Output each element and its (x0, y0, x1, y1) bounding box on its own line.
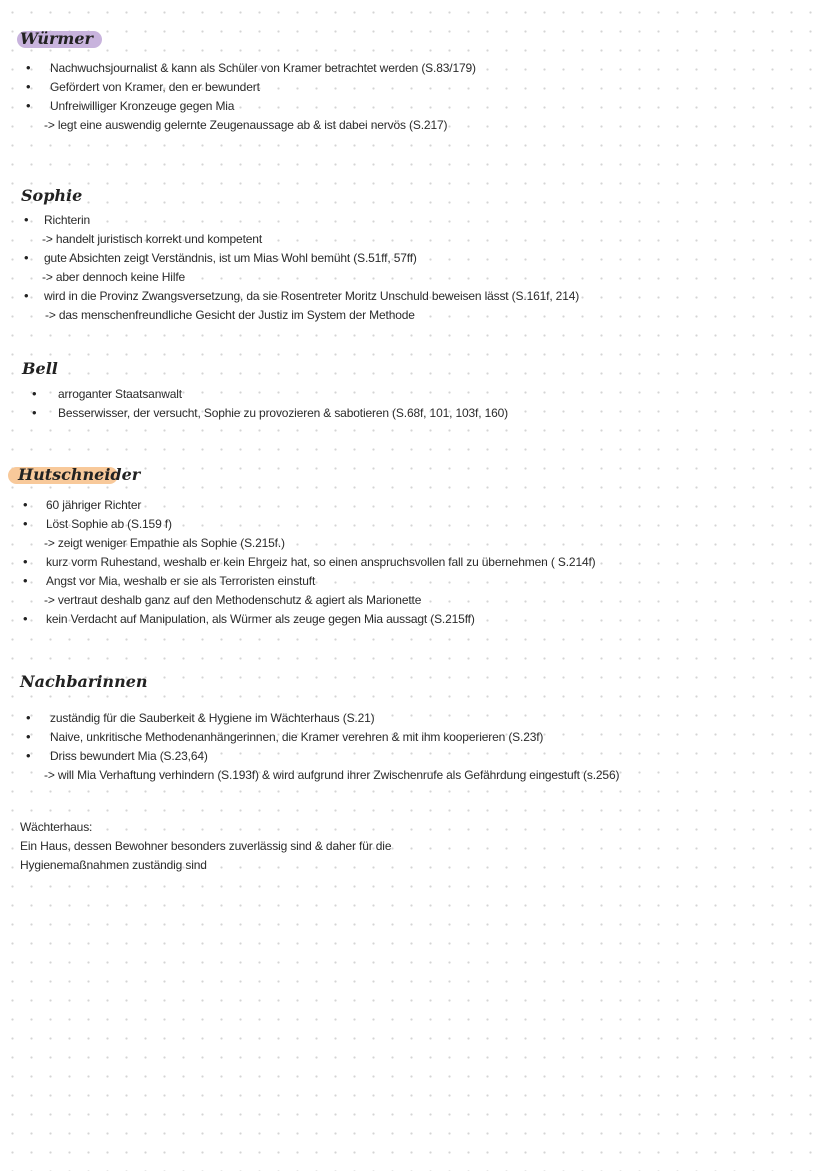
nachbarinnen-line-2: Naive, unkritische Methodenanhängerinnen, die Kramer verehren & mit ihm kooperieren (S.23f) (50, 730, 544, 744)
wuermer-line-2: Gefördert von Kramer, den er bewundert (50, 80, 260, 94)
footnote-term: Wächterhaus: (20, 820, 93, 834)
bullet-icon: • (26, 60, 31, 75)
sophie-line-2: -> handelt juristisch korrekt und kompetent (42, 232, 262, 246)
hutschneider-line-5: Angst vor Mia, weshalb er sie als Terroristen einstuft (46, 574, 316, 588)
hutschneider-line-1: 60 jähriger Richter (46, 498, 142, 512)
bullet-icon: • (26, 729, 31, 744)
sophie-line-5: wird in die Provinz Zwangsversetzung, da sie Rosentreter Moritz Unschuld beweisen lässt (S.161f, 214) (44, 289, 580, 303)
wuermer-line-1: Nachwuchsjournalist & kann als Schüler von Kramer betrachtet werden (S.83/179) (50, 61, 476, 75)
heading-wuermer: Würmer (20, 29, 93, 48)
bullet-icon: • (23, 516, 28, 531)
hutschneider-line-2: Löst Sophie ab (S.159 f) (46, 517, 172, 531)
bullet-icon: • (24, 250, 29, 265)
bullet-icon: • (26, 710, 31, 725)
nachbarinnen-line-3: Driss bewundert Mia (S.23,64) (50, 749, 208, 763)
bullet-icon: • (23, 573, 28, 588)
bullet-icon: • (23, 497, 28, 512)
bullet-icon: • (24, 212, 29, 227)
sophie-line-3: gute Absichten zeigt Verständnis, ist um Mias Wohl bemüht (S.51ff, 57ff) (44, 251, 417, 265)
bullet-icon: • (23, 554, 28, 569)
heading-hutschneider: Hutschneider (18, 465, 141, 484)
bullet-icon: • (26, 79, 31, 94)
hutschneider-line-7: kein Verdacht auf Manipulation, als Würmer als zeuge gegen Mia aussagt (S.215ff) (46, 612, 475, 626)
wuermer-line-4: -> legt eine auswendig gelernte Zeugenaussage ab & ist dabei nervös (S.217) (44, 118, 448, 132)
hutschneider-line-4: kurz vorm Ruhestand, weshalb er kein Ehrgeiz hat, so einen anspruchsvollen fall zu übernehmen ( S.214f) (46, 555, 596, 569)
footnote-line-1: Ein Haus, dessen Bewohner besonders zuverlässig sind & daher für die (20, 839, 392, 853)
sophie-line-6: -> das menschenfreundliche Gesicht der Justiz im System der Methode (45, 308, 415, 322)
heading-sophie: Sophie (21, 186, 83, 205)
hutschneider-line-3: -> zeigt weniger Empathie als Sophie (S.215f.) (44, 536, 285, 550)
bullet-icon: • (26, 98, 31, 113)
heading-bell: Bell (22, 359, 58, 378)
footnote-line-2: Hygienemaßnahmen zuständig sind (20, 858, 207, 872)
bullet-icon: • (32, 386, 37, 401)
sophie-line-1: Richterin (44, 213, 90, 227)
sophie-line-4: -> aber dennoch keine Hilfe (42, 270, 186, 284)
bell-line-2: Besserwisser, der versucht, Sophie zu provozieren & sabotieren (S.68f, 101, 103f, 160) (58, 406, 509, 420)
hutschneider-line-6: -> vertraut deshalb ganz auf den Methodenschutz & agiert als Marionette (44, 593, 422, 607)
heading-nachbarinnen: Nachbarinnen (20, 672, 148, 691)
bullet-icon: • (23, 611, 28, 626)
nachbarinnen-line-1: zuständig für die Sauberkeit & Hygiene im Wächterhaus (S.21) (50, 711, 375, 725)
bullet-icon: • (26, 748, 31, 763)
bullet-icon: • (32, 405, 37, 420)
nachbarinnen-line-4: -> will Mia Verhaftung verhindern (S.193f) & wird aufgrund ihrer Zwischenrufe als Gefährdung eingestuft (s.256) (44, 768, 620, 782)
bullet-icon: • (24, 288, 29, 303)
wuermer-line-3: Unfreiwilliger Kronzeuge gegen Mia (50, 99, 235, 113)
bell-line-1: arroganter Staatsanwalt (58, 387, 182, 401)
